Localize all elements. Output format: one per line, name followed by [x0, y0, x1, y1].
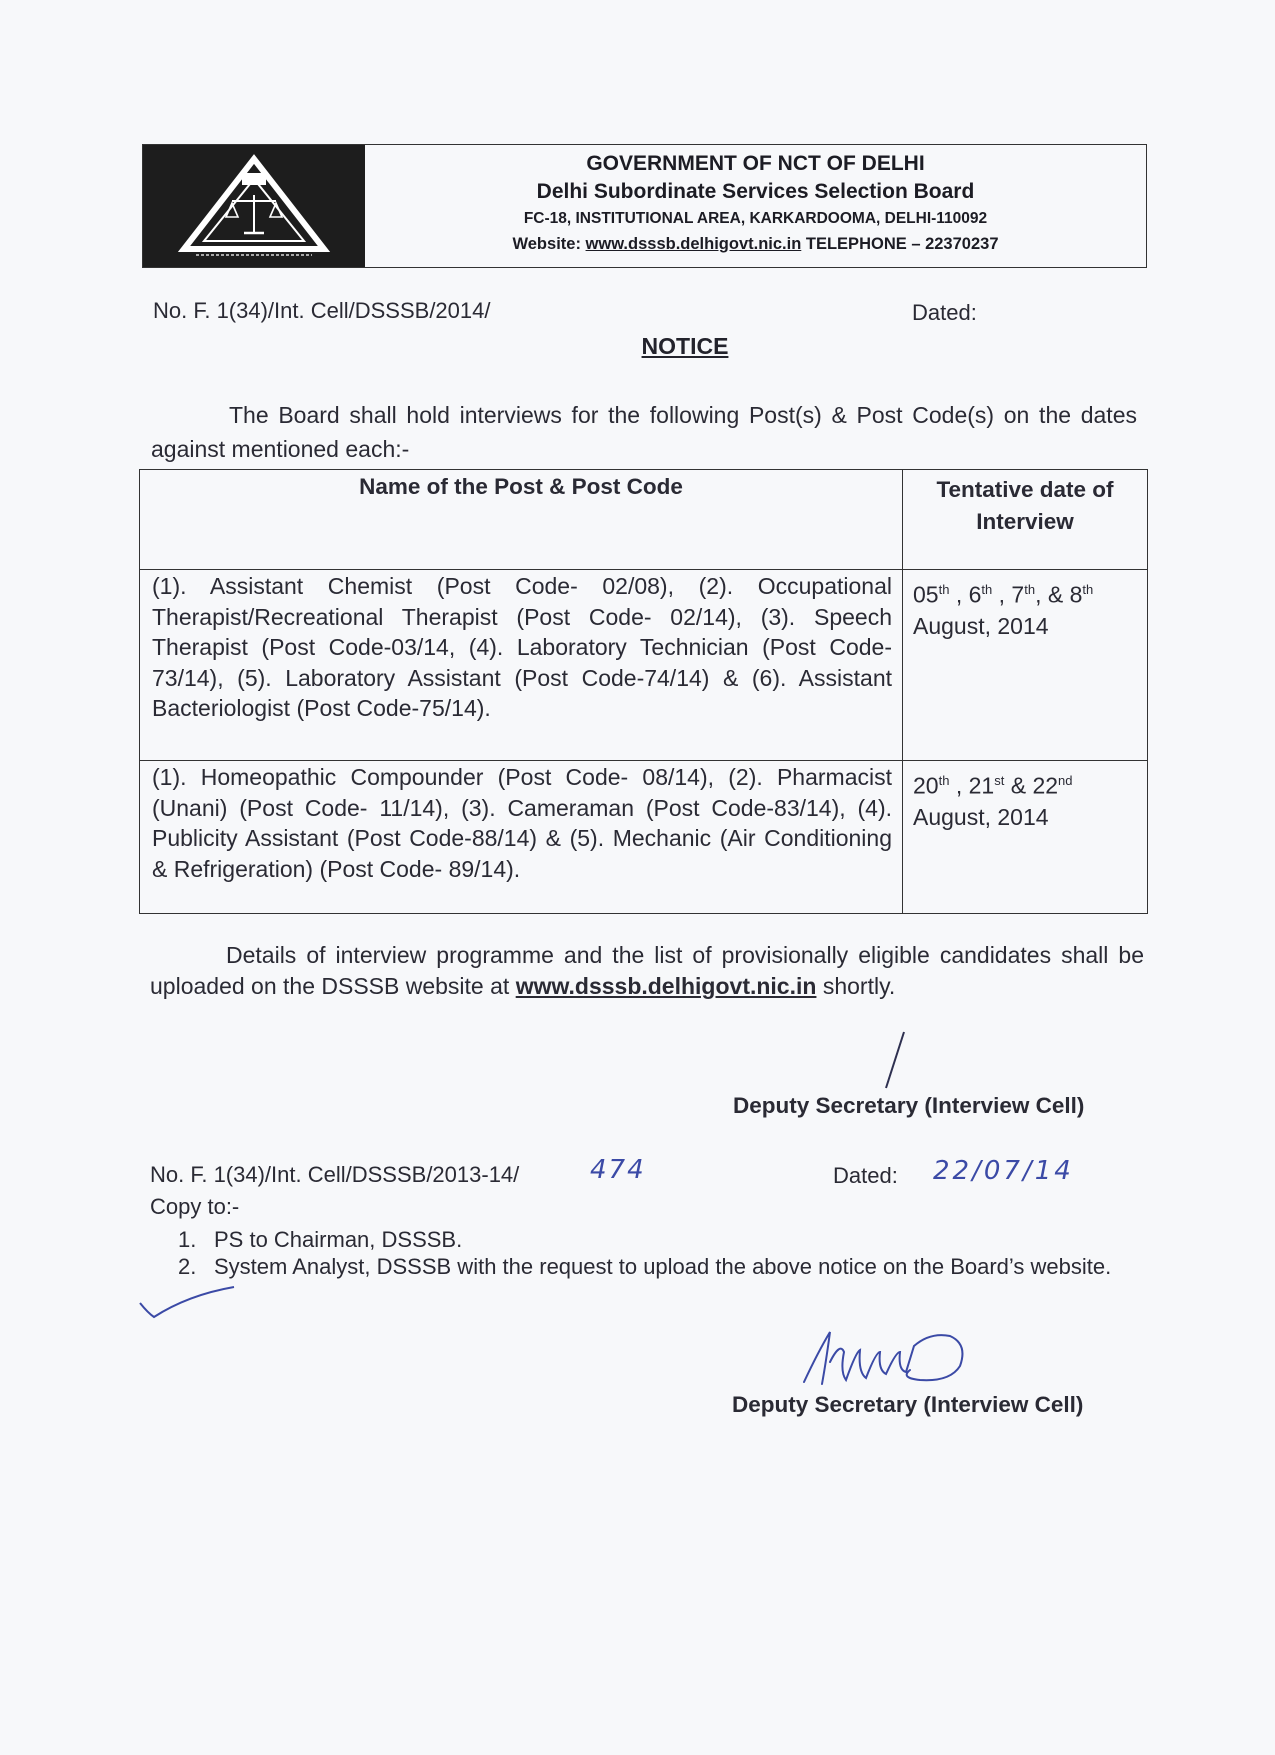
letterhead-text	[365, 145, 1146, 267]
date-separator: ,	[949, 772, 969, 799]
date-separator: ,	[949, 581, 969, 608]
table-header-row	[140, 470, 1148, 570]
pen-stroke-icon	[880, 1030, 910, 1090]
telephone: TELEPHONE – 22370237	[805, 235, 999, 253]
signatory-title: Deputy Secretary (Interview Cell)	[732, 1392, 1084, 1417]
interview-date	[903, 761, 1148, 914]
header-post: Name of the Post & Post Code	[140, 470, 903, 570]
date-day: 8	[1069, 581, 1083, 608]
copy-to-label: Copy to:-	[150, 1194, 240, 1219]
website-link[interactable]: www.dsssb.delhigovt.nic.in	[585, 235, 802, 253]
details-suffix: shortly.	[822, 973, 896, 999]
interview-schedule-table	[139, 469, 1148, 914]
date-day: 05	[913, 581, 939, 608]
date-separator: , &	[1035, 581, 1070, 608]
date-month: August, 2014	[913, 803, 1049, 830]
list-item	[178, 1226, 1138, 1253]
copy-reference-number: No. F. 1(34)/Int. Cell/DSSSB/2013-14/	[150, 1162, 520, 1187]
scales-of-justice-icon	[154, 151, 354, 261]
date-suffix: th	[938, 773, 950, 788]
date-day: 21	[968, 772, 995, 799]
list-item-number: 1.	[178, 1227, 197, 1252]
date-separator: ,	[992, 581, 1012, 608]
table-row	[140, 570, 1148, 761]
interview-date	[903, 570, 1148, 761]
date-suffix: th	[1082, 582, 1094, 597]
date-separator: &	[1004, 772, 1033, 799]
list-item-number: 2.	[178, 1254, 197, 1279]
website-line	[365, 232, 1146, 256]
date-day: 20	[913, 772, 939, 799]
board-name: Delhi Subordinate Services Selection Board	[536, 180, 975, 203]
date-suffix: th	[981, 582, 993, 597]
details-website-link[interactable]: www.dsssb.delhigovt.nic.in	[515, 973, 817, 999]
date-suffix: st	[994, 773, 1005, 788]
details-paragraph	[150, 940, 1144, 1002]
notice-intro: The Board shall hold interviews for the following Post(s) & Post Code(s) on the dates against mentioned each:-	[151, 402, 1137, 462]
post-list: (1). Assistant Chemist (Post Code- 02/08), (2). Occupational Therapist/Recreational Therapist (Post Code- 02/14), (3). Speech Therapist (Post Code-03/14, (4). Laboratory Technician (Post Code- 73/14), (5). Laboratory Assistant (Post Code-74/14) & (6). Assistant Bacteriologist (Post Code-75/14).	[140, 570, 903, 761]
government-name: GOVERNMENT OF NCT OF DELHI	[586, 152, 925, 175]
table-row	[140, 761, 1148, 914]
letterhead	[142, 144, 1147, 268]
website-label: Website:	[512, 235, 581, 253]
date-suffix: th	[1024, 582, 1036, 597]
date-day: 7	[1011, 581, 1025, 608]
date-day: 22	[1032, 772, 1059, 799]
board-address: FC-18, INSTITUTIONAL AREA, KARKARDOOMA, DELHI-110092	[523, 210, 988, 227]
header-date: Tentative date of Interview	[903, 470, 1148, 570]
copy-to-list	[178, 1226, 1138, 1280]
copy-dated-label: Dated:	[833, 1163, 898, 1188]
list-item	[178, 1253, 1138, 1280]
board-logo	[143, 145, 365, 267]
signatory-title: Deputy Secretary (Interview Cell)	[733, 1093, 1085, 1118]
date-month: August, 2014	[913, 612, 1049, 639]
handwritten-date: 22/07/14	[933, 1156, 1074, 1186]
date-day: 6	[968, 581, 982, 608]
tick-mark-icon	[138, 1283, 238, 1323]
date-suffix: th	[938, 582, 950, 597]
details-text: Details of interview programme and the list of provisionally eligible candidates shall be uploaded on the DSSSB website at	[150, 942, 1144, 999]
post-list: (1). Homeopathic Compounder (Post Code- 08/14), (2). Pharmacist (Unani) (Post Code- 11/14), (3). Cameraman (Post Code-83/14), (4). Publicity Assistant (Post Code-88/14) & (5). Mechanic (Air Conditioning & Refrigeration) (Post Code- 89/14).	[140, 761, 903, 914]
signature-icon	[800, 1322, 1000, 1402]
list-item-text: PS to Chairman, DSSSB.	[214, 1227, 463, 1252]
list-item-text: System Analyst, DSSSB with the request to upload the above notice on the Board’s website.	[214, 1254, 1112, 1279]
handwritten-number: 474	[590, 1155, 646, 1185]
dated-label: Dated:	[912, 300, 977, 325]
date-suffix: nd	[1058, 773, 1073, 788]
reference-number: No. F. 1(34)/Int. Cell/DSSSB/2014/	[153, 298, 491, 323]
notice-title: NOTICE	[641, 333, 729, 359]
